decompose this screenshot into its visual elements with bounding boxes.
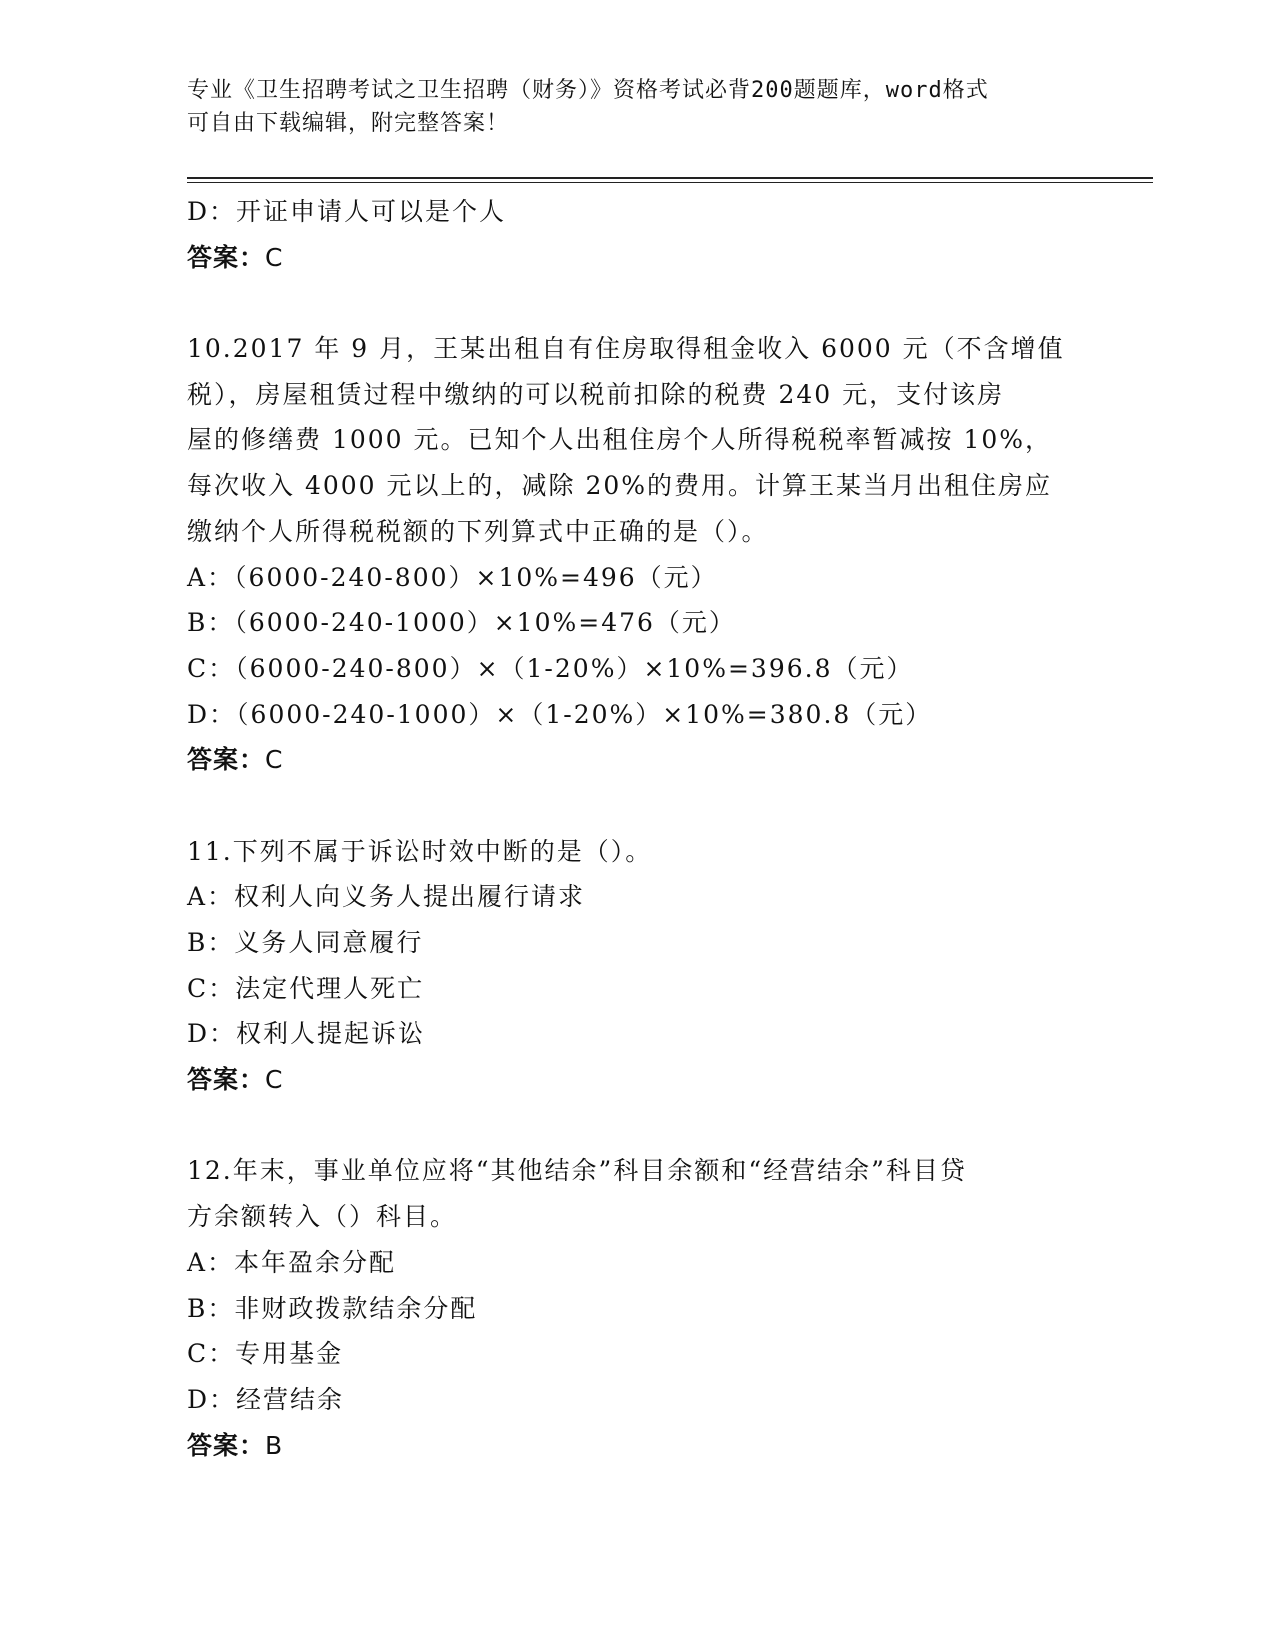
text-line: D：权利人提起诉讼 [187, 1019, 426, 1049]
spacer [187, 1103, 1087, 1149]
text-line: 10.2017 年 9 月，王某出租自有住房取得租金收入 6000 元（不含增值 [187, 334, 1065, 364]
answer-value: B [265, 1430, 284, 1460]
text-line: B：非财政拨款结余分配 [187, 1293, 478, 1323]
text-line: 方余额转入（）科目。 [187, 1202, 458, 1232]
answer-label: 答案： [187, 242, 266, 272]
text-line: 屋的修缮费 1000 元。已知个人出租住房个人所得税税率暂减按 10%， [187, 425, 1053, 455]
answer-label: 答案： [187, 1430, 266, 1460]
text-line: 12.年末，事业单位应将“其他结余”科目余额和“经营结余”科目贷 [187, 1156, 967, 1186]
text-line: D：（6000-240-1000）×（1-20%）×10%=380.8（元） [187, 699, 933, 729]
answer-label: 答案： [187, 745, 266, 775]
spacer [187, 280, 1087, 326]
header-divider-thick [187, 177, 1153, 179]
answer-line [187, 1057, 1087, 1103]
text-line: D：经营结余 [187, 1384, 345, 1414]
text-line: A：（6000-240-800）×10%=496（元） [187, 562, 718, 592]
text-line: C：（6000-240-800）×（1-20%）×10%=396.8（元） [187, 653, 914, 683]
question-content [187, 189, 1087, 1468]
text-line: D：开证申请人可以是个人 [187, 197, 507, 226]
text-line: A：权利人向义务人提出履行请求 [187, 882, 586, 912]
spacer [187, 783, 1087, 829]
text-line: B：（6000-240-1000）×10%=476（元） [187, 608, 736, 638]
text-line: A：本年盈余分配 [187, 1247, 397, 1277]
header-line-2: 可自由下载编辑，附完整答案！ [187, 111, 510, 136]
text-line: 11.下列不属于诉讼时效中断的是（）。 [187, 836, 653, 866]
answer-line [187, 235, 1087, 281]
answer-value: C [265, 242, 284, 272]
header-divider-thin [187, 182, 1153, 183]
text-line: B：义务人同意履行 [187, 928, 424, 957]
text-line: C：专用基金 [187, 1339, 344, 1369]
answer-line [187, 737, 1087, 783]
answer-value: C [265, 1065, 284, 1095]
text-line: C：法定代理人死亡 [187, 973, 425, 1003]
text-line: 税），房屋租赁过程中缴纳的可以税前扣除的税费 240 元，支付该房 [187, 379, 1005, 409]
answer-value: C [265, 745, 284, 775]
answer-label: 答案： [187, 1065, 266, 1095]
answer-line [187, 1423, 1087, 1469]
document-header [187, 74, 1067, 140]
header-line-1: 专业《卫生招聘考试之卫生招聘（财务）》资格考试必背200题题库，word格式 [187, 78, 989, 103]
text-line: 每次收入 4000 元以上的，减除 20%的费用。计算王某当月出租住房应 [187, 471, 1053, 501]
text-line: 缴纳个人所得税税额的下列算式中正确的是（）。 [187, 516, 769, 546]
